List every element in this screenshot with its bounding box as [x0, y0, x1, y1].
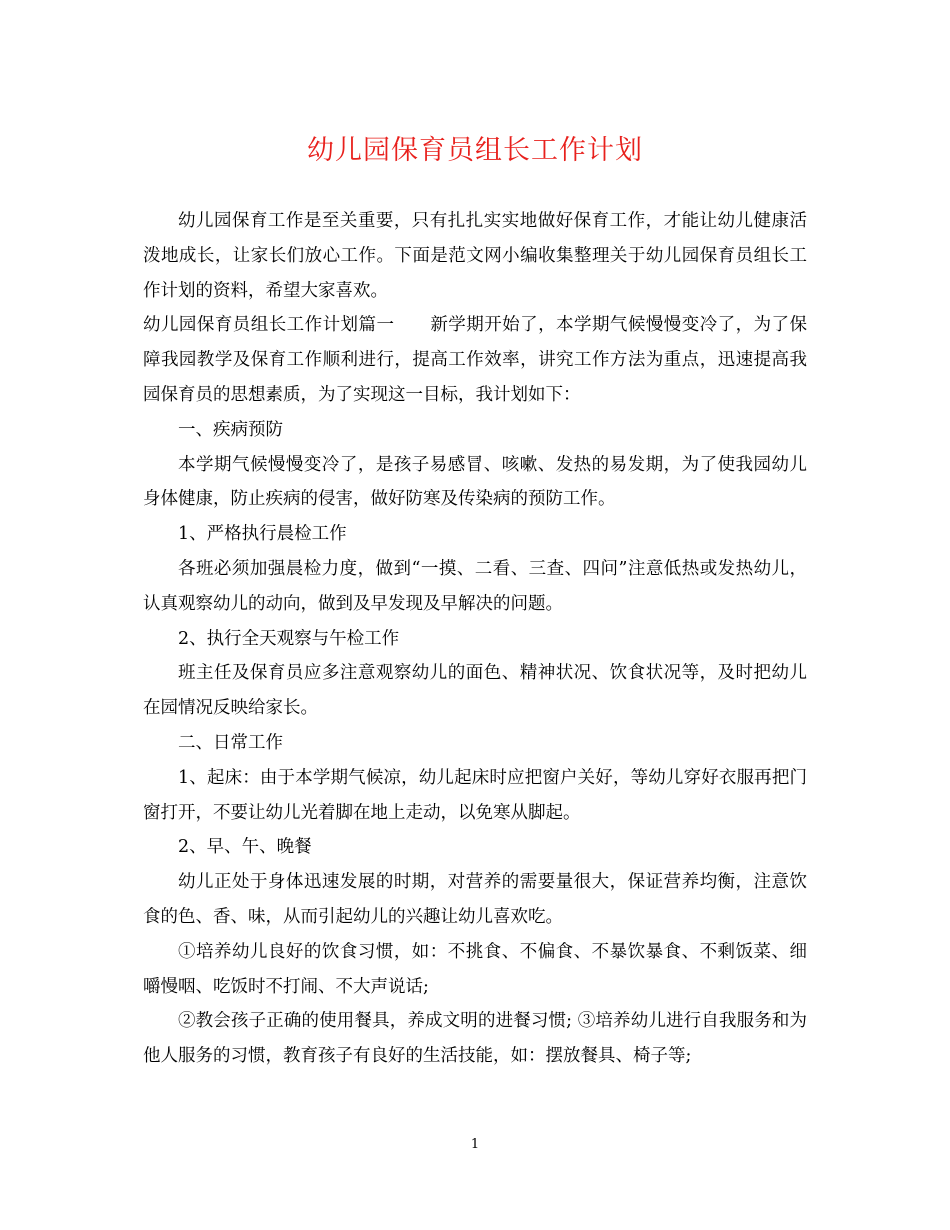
paragraph-eating-habits: ①培养幼儿良好的饮食习惯，如：不挑食、不偏食、不暴饮暴食、不剩饭菜、细嚼慢咽、吃饭时不打闹、不大声说话; — [143, 941, 807, 997]
heading-disease-prevention: 一、疾病预防 — [178, 419, 283, 440]
paragraph-getting-up: 1、起床：由于本学期气候凉，幼儿起床时应把窗户关好，等幼儿穿好衣服再把门窗打开，不要让幼儿光着脚在地上走动，以免寒从脚起。 — [143, 767, 807, 823]
document-body — [143, 204, 807, 1074]
paragraph-tableware: ②教会孩子正确的使用餐具，养成文明的进餐习惯; ③培养幼儿进行自我服务和为他人服务的习惯，教育孩子有良好的生活技能，如：摆放餐具、椅子等; — [143, 1011, 807, 1067]
paragraph-morning-check: 各班必须加强晨检力度，做到“一摸、二看、三查、四问”注意低热或发热幼儿，认真观察幼儿的动向，做到及早发现及早解决的问题。 — [143, 558, 807, 614]
heading-meals: 2、早、午、晚餐 — [178, 837, 312, 858]
heading-morning-check: 1、严格执行晨检工作 — [178, 524, 347, 545]
paragraph-nutrition: 幼儿正处于身体迅速发展的时期，对营养的需要量很大，保证营养均衡，注意饮食的色、香、味，从而引起幼儿的兴趣让幼儿喜欢吃。 — [143, 872, 807, 927]
paragraph-intro: 幼儿园保育工作是至关重要，只有扎扎实实地做好保育工作，才能让幼儿健康活泼地成长，让家长们放心工作。下面是范文网小编收集整理关于幼儿园保育员组长工作计划的资料，希望大家喜欢。 — [143, 211, 807, 301]
heading-daily-work: 二、日常工作 — [178, 732, 283, 753]
paragraph-plan-overview: 幼儿园保育员组长工作计划篇一 新学期开始了，本学期气候慢慢变冷了，为了保障我园教学及保育工作顺利进行，提高工作效率，讲究工作方法为重点，迅速提高我园保育员的思想素质，为了实现这一目标，我计划如下： — [143, 315, 807, 405]
paragraph-disease-prevention: 本学期气候慢慢变冷了，是孩子易感冒、咳嗽、发热的易发期，为了使我园幼儿身体健康，防止疾病的侵害，做好防寒及传染病的预防工作。 — [143, 454, 807, 510]
paragraph-all-day-observation: 班主任及保育员应多注意观察幼儿的面色、精神状况、饮食状况等，及时把幼儿在园情况反映给家长。 — [143, 663, 807, 719]
page-number: 1 — [470, 1137, 480, 1152]
document-title: 幼儿园保育员组长工作计划 — [307, 135, 643, 166]
heading-all-day-observation: 2、执行全天观察与午检工作 — [178, 628, 400, 649]
